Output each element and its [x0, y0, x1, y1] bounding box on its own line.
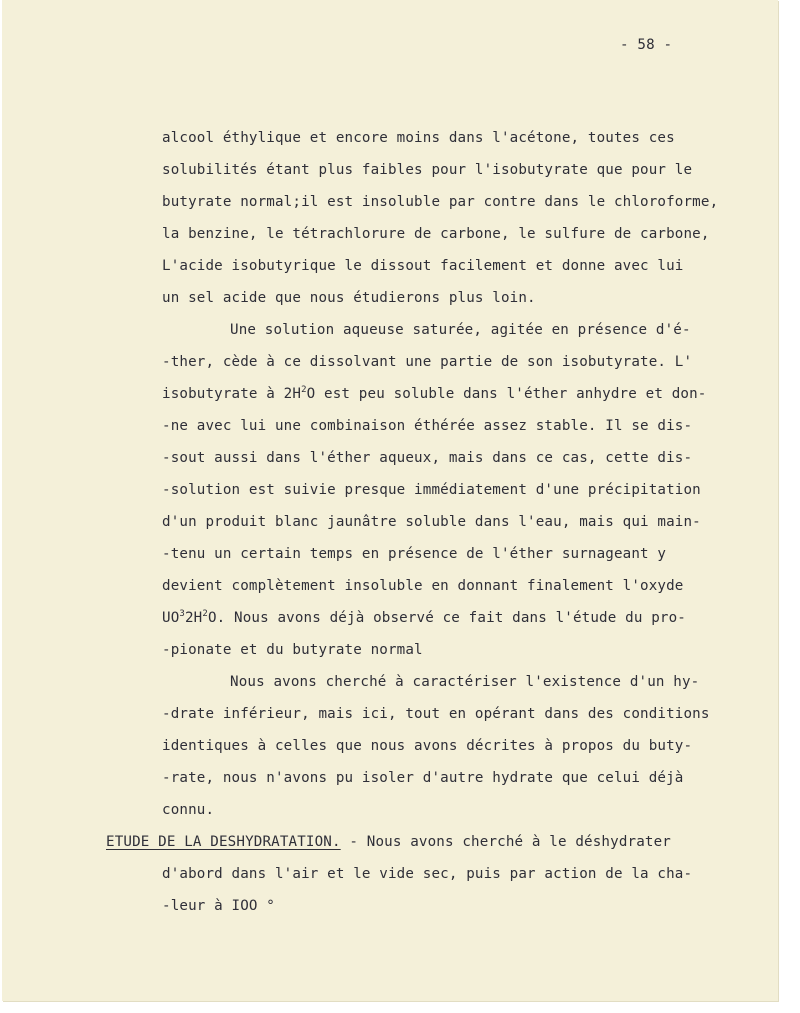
text-line: -pionate et du butyrate normal — [162, 642, 423, 658]
text-line-formula — [162, 611, 686, 625]
text-line-formula — [162, 387, 706, 401]
page-number: - 58 - — [620, 37, 673, 53]
text-segment: UO — [162, 610, 180, 626]
text-segment: isobutyrate à 2H — [162, 386, 302, 402]
text-line: -ther, cède à ce dissolvant une partie de son isobutyrate. L' — [162, 354, 693, 370]
text-line: identiques à celles que nous avons décrites à propos du buty- — [162, 738, 693, 754]
typewritten-page — [2, 0, 778, 1001]
text-line: d'un produit blanc jaunâtre soluble dans l'eau, mais qui main- — [162, 514, 701, 530]
text-segment: 2H — [184, 610, 203, 626]
text-line: -tenu un certain temps en présence de l'éther surnageant y — [162, 546, 667, 562]
text-line: -ne avec lui une combinaison éthérée assez stable. Il se dis- — [162, 418, 693, 434]
text-line: Nous avons cherché à caractériser l'existence d'un hy- — [230, 674, 700, 690]
text-line: alcool éthylique et encore moins dans l'acétone, toutes ces — [162, 130, 675, 146]
text-line: devient complètement insoluble en donnant finalement l'oxyde — [162, 578, 684, 594]
text-line: la benzine, le tétrachlorure de carbone, le sulfure de carbone, — [162, 226, 710, 242]
text-line: solubilités étant plus faibles pour l'isobutyrate que pour le — [162, 162, 693, 178]
text-line: -solution est suivie presque immédiatement d'une précipitation — [162, 482, 701, 498]
text-line: -sout aussi dans l'éther aqueux, mais dans ce cas, cette dis- — [162, 450, 693, 466]
superscript: 3 — [179, 609, 185, 619]
text-line: -rate, nous n'avons pu isoler d'autre hydrate que celui déjà — [162, 770, 684, 786]
text-line: -leur à IOO ° — [162, 898, 275, 914]
section-heading: ETUDE DE LA DESHYDRATATION. — [106, 834, 341, 850]
text-line: d'abord dans l'air et le vide sec, puis par action de la cha- — [162, 866, 693, 882]
section-heading-line — [106, 835, 671, 849]
text-segment: O. Nous avons déjà observé ce fait dans l'étude du pro- — [207, 610, 686, 626]
text-segment: - Nous avons cherché à le déshydrater — [340, 834, 671, 850]
text-line: butyrate normal;il est insoluble par contre dans le chloroforme, — [162, 194, 719, 210]
text-segment: O est peu soluble dans l'éther anhydre et don- — [306, 386, 707, 402]
text-line: connu. — [162, 802, 215, 818]
superscript: 2 — [301, 385, 307, 395]
text-line: Une solution aqueuse saturée, agitée en présence d'é- — [230, 322, 691, 338]
text-line: L'acide isobutyrique le dissout facilement et donne avec lui — [162, 258, 684, 274]
superscript: 2 — [202, 609, 208, 619]
text-line: un sel acide que nous étudierons plus loin. — [162, 290, 536, 306]
text-line: -drate inférieur, mais ici, tout en opérant dans des conditions — [162, 706, 710, 722]
